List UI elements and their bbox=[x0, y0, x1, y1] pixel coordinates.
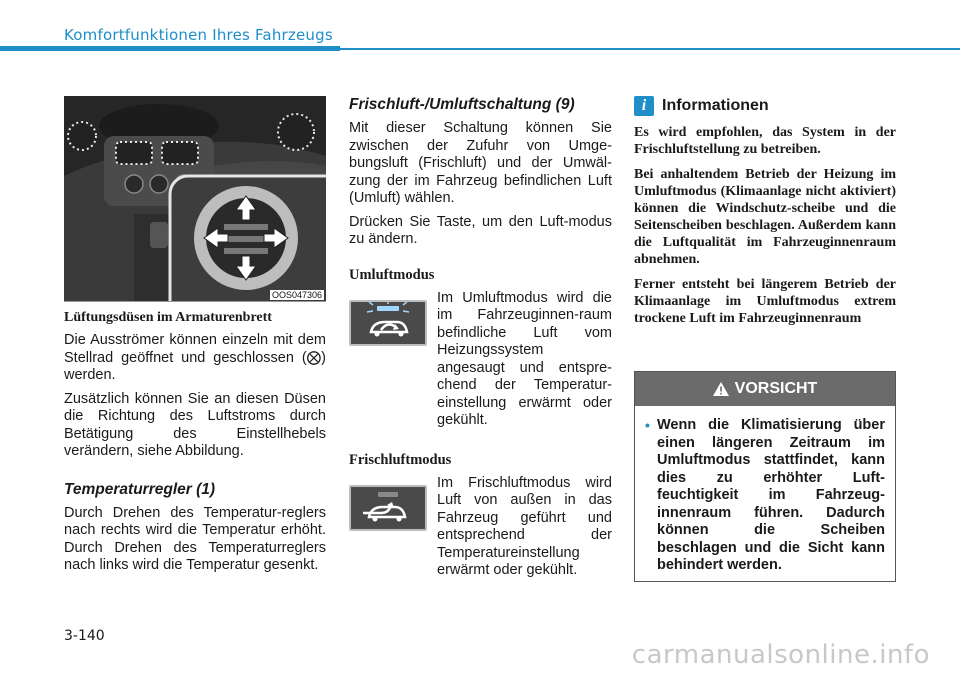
info-icon: i bbox=[634, 96, 654, 116]
caution-box bbox=[634, 371, 896, 582]
section-title: Komfortfunktionen Ihres Fahrzeugs bbox=[64, 26, 333, 44]
temperature-control-heading: Temperaturregler (1) bbox=[64, 480, 216, 498]
air-intake-paragraph-1: Mit dieser Schaltung können Sie zwischen der Zufuhr von Umge-bungsluft (Frischluft) und der Umwäl-zung der im Fahrzeug befindlichen Luft (Umluft) wählen. bbox=[349, 120, 612, 206]
header-rule-thin bbox=[340, 48, 960, 50]
recirculation-row bbox=[349, 290, 612, 430]
recirculation-button-image bbox=[349, 300, 427, 346]
dashboard-vents-photo bbox=[64, 96, 326, 302]
caution-title: VORSICHT bbox=[734, 380, 818, 397]
column-left bbox=[64, 96, 326, 575]
information-header bbox=[634, 96, 896, 116]
warning-triangle-icon bbox=[713, 382, 729, 396]
recirculation-icon bbox=[351, 302, 425, 344]
caution-body bbox=[635, 406, 895, 575]
page-number: 3-140 bbox=[64, 628, 105, 644]
figure-code: OOS047306 bbox=[271, 290, 322, 300]
fresh-air-text: Im Frischluftmodus wird Luft von außen in das Fahrzeug geführt und entsprechend der Temperatureinstellung erwärmt oder gekühlt. bbox=[437, 474, 612, 578]
watermark: carmanualsonline.info bbox=[631, 640, 930, 670]
information-paragraph-3: Ferner entsteht bei längerem Betrieb der Klimaanlage im Umluftmodus extrem trockene Luft im Fahrzeuginnenraum bbox=[634, 277, 896, 326]
information-paragraph-1: Es wird empfohlen, das System in der Frischluftstellung zu betreiben. bbox=[634, 125, 896, 157]
photo-border bbox=[64, 301, 326, 302]
dashboard-illustration bbox=[64, 96, 326, 302]
information-paragraph-2: Bei anhaltendem Betrieb der Heizung im Umluftmodus (Klimaanlage nicht aktiviert) können die Windschutz-scheibe und die Seitenscheiben beschlagen. Außerdem kann die Luftqualität im Fahrzeuginnenraum abnehmen. bbox=[634, 167, 896, 267]
air-intake-heading: Frischluft-/Umluftschaltung (9) bbox=[349, 96, 575, 113]
vents-paragraph-2: Zusätzlich können Sie an diesen Düsen die Richtung des Luftstroms durch Betätigung des Einstellhebels verändern, siehe Abbildung. bbox=[64, 390, 326, 459]
temperature-control-paragraph: Durch Drehen des Temperatur-reglers nach rechts wird die Temperatur erhöht. Durch Drehen des Temperaturreglers nach links wird die Temperatur gesenkt. bbox=[64, 504, 326, 573]
recirculation-text: Im Umluftmodus wird die im Fahrzeuginnen-raum befindliche Luft vom Heizungssystem angesaugt und entspre-chend der Temperatur-einstellung erwärmt oder gekühlt. bbox=[437, 289, 612, 428]
air-intake-paragraph-2: Drücken Sie Taste, um den Luft-modus zu ändern. bbox=[349, 213, 612, 247]
information-title: Informationen bbox=[662, 97, 769, 114]
recirculation-heading: Umluftmodus bbox=[349, 266, 435, 283]
column-middle bbox=[349, 96, 612, 580]
fresh-air-heading: Frischluftmodus bbox=[349, 451, 452, 468]
fresh-air-button-image bbox=[349, 485, 427, 531]
vents-paragraph-1: Die Ausströmer können einzeln mit dem Stellrad geöffnet und geschlossen (⨂) werden. bbox=[64, 332, 326, 383]
figure-caption: Lüftungsdüsen im Armaturenbrett bbox=[64, 310, 272, 325]
caution-bullet: • bbox=[645, 417, 650, 433]
fresh-air-icon bbox=[351, 487, 425, 529]
fresh-air-row bbox=[349, 475, 612, 580]
header-rule-thick bbox=[0, 46, 340, 51]
caution-header bbox=[635, 372, 895, 406]
caution-text: Wenn die Klimatisierung über einen längeren Zeitraum im Umluftmodus stattfindet, kann dies zu erhöhter Luft-feuchtigkeit im Fahrzeug-innenraum führen. Dadurch können die Scheiben beschlagen und die Sicht kann behindert werden. bbox=[657, 417, 885, 573]
column-right bbox=[634, 96, 896, 327]
